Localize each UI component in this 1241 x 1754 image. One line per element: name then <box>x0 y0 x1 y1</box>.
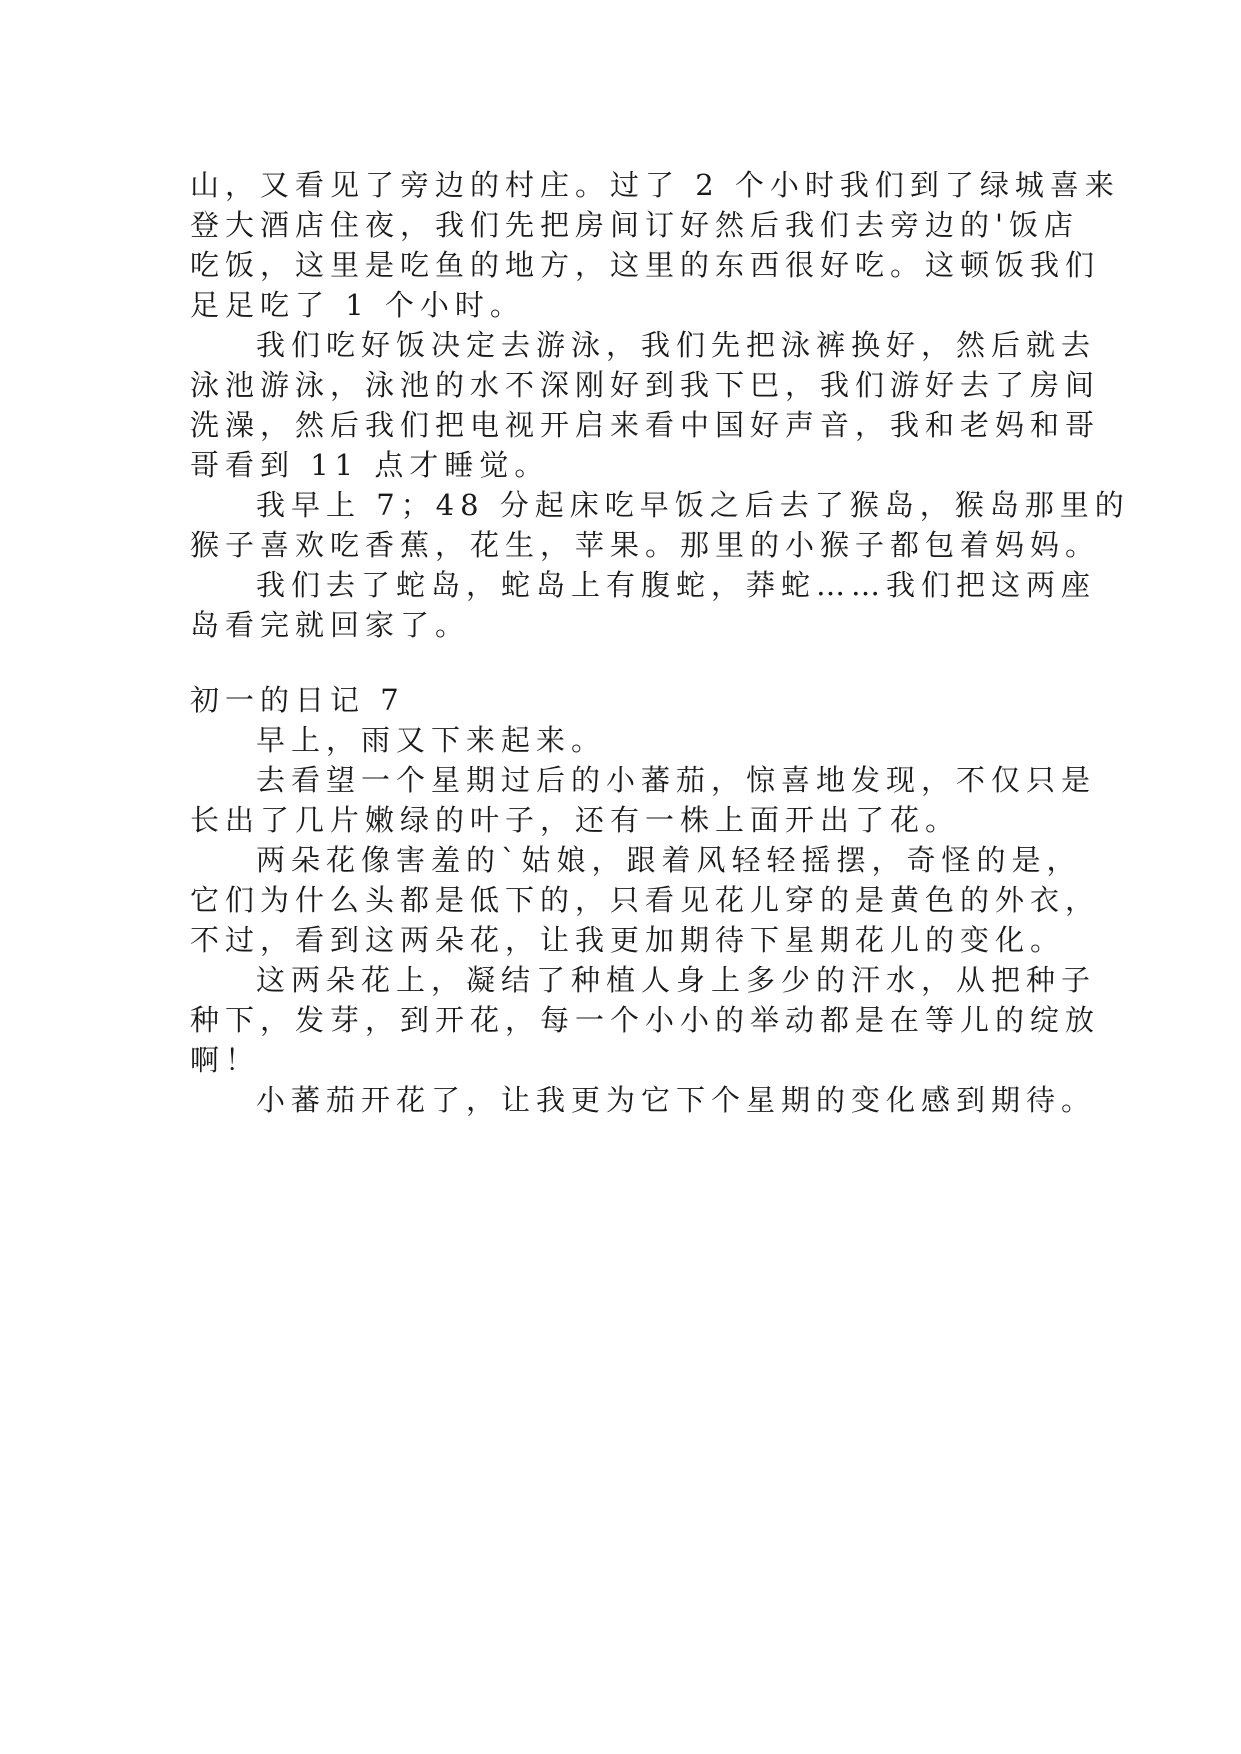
text-line: 不过，看到这两朵花，让我更加期待下星期花儿的变化。 <box>190 923 1066 957</box>
text-line: 猴子喜欢吃香蕉，花生，苹果。那里的小猴子都包着妈妈。 <box>190 528 1101 562</box>
text-line: 长出了几片嫩绿的叶子，还有一株上面开出了花。 <box>190 803 961 837</box>
paragraph-start-line: 两朵花像害羞的`姑娘，跟着风轻轻摇摆，奇怪的是， <box>256 843 1082 877</box>
text-line: 泳池游泳，泳池的水不深刚好到我下巴，我们游好去了房间 <box>190 368 1101 402</box>
text-line: 足足吃了 1 个小时。 <box>190 288 525 322</box>
text-line: 登大酒店住夜，我们先把房间订好然后我们去旁边的'饭店 <box>190 208 1079 242</box>
paragraph-start-line: 小蕃茄开花了，让我更为它下个星期的变化感到期待。 <box>256 1083 1097 1117</box>
text-line: 岛看完就回家了。 <box>190 608 471 642</box>
paragraph-start-line: 我早上 7；48 分起床吃早饭之后去了猴岛，猴岛那里的 <box>256 488 1130 522</box>
text-line: 吃饭，这里是吃鱼的地方，这里的东西很好吃。这顿饭我们 <box>190 248 1101 282</box>
text-line: 它们为什么头都是低下的，只看见花儿穿的是黄色的外衣， <box>190 883 1101 917</box>
text-line: 山，又看见了旁边的村庄。过了 2 个小时我们到了绿城喜来 <box>190 168 1120 202</box>
paragraph-start-line: 这两朵花上，凝结了种植人身上多少的汗水，从把种子 <box>256 963 1097 997</box>
text-line: 种下，发芽，到开花，每一个小小的举动都是在等儿的绽放 <box>190 1003 1101 1037</box>
paragraph-start-line: 去看望一个星期过后的小蕃茄，惊喜地发现，不仅只是 <box>256 763 1097 797</box>
text-line: 哥看到 11 点才睡觉。 <box>190 448 550 482</box>
text-line: 啊！ <box>190 1043 261 1077</box>
paragraph-start-line: 早上，雨又下来起来。 <box>256 723 607 757</box>
text-line: 洗澡，然后我们把电视开启来看中国好声音，我和老妈和哥 <box>190 408 1101 442</box>
section-heading: 初一的日记 7 <box>190 683 405 717</box>
paragraph-start-line: 我们去了蛇岛，蛇岛上有腹蛇，莽蛇……我们把这两座 <box>256 568 1097 602</box>
paragraph-start-line: 我们吃好饭决定去游泳，我们先把泳裤换好，然后就去 <box>256 328 1097 362</box>
